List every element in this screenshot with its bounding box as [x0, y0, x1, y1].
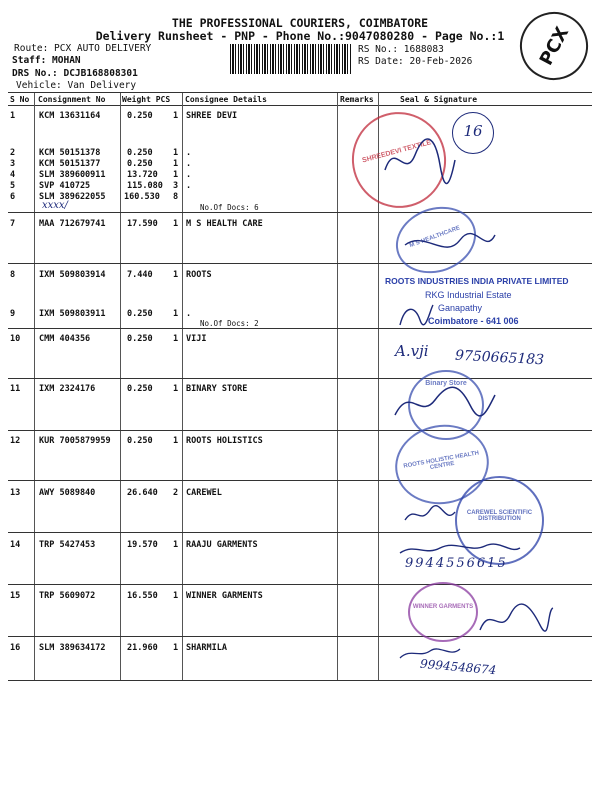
row-consignment: MAA 712679741: [39, 219, 106, 229]
viji-signature-text: A.vji: [395, 342, 429, 360]
roots-stamp-line4: Coimbatore - 641 006: [428, 316, 519, 326]
row-consignee: ROOTS: [186, 270, 212, 280]
row-consignment: SLM 389600911: [39, 170, 106, 180]
row-consignee: .: [186, 148, 192, 158]
roots-holistic-stamp-text: ROOTS HOLISTIC HEALTH CENTRE: [402, 450, 480, 472]
col-consignment: Consignment No: [38, 95, 106, 104]
row-consignee: .: [186, 159, 192, 169]
rs-date: RS Date: 20-Feb-2026: [358, 56, 473, 67]
row-consignment: IXM 509803914: [39, 270, 106, 280]
row-consignment: KCM 50151378: [39, 148, 101, 158]
rs-number: RS No.: 1688083: [358, 44, 444, 55]
pcx-badge-text: PCX: [535, 23, 573, 69]
carewel-stamp-text: CAREWEL SCIENTIFIC DISTRIBUTION: [466, 510, 533, 522]
row-divider: [8, 584, 592, 585]
row-divider: [8, 328, 592, 329]
col-consignee: Consignee Details: [185, 95, 267, 104]
row-sno: 7: [10, 219, 16, 229]
row-sno: 12: [10, 436, 21, 446]
row-consignment: KCM 50151377: [39, 159, 101, 169]
signature-scribble: [390, 380, 500, 425]
row-sno: 2: [10, 148, 16, 158]
roots-stamp-line3: Ganapathy: [438, 303, 483, 313]
signature-scribble: [395, 300, 435, 330]
barcode: [230, 44, 352, 74]
row-divider: [8, 430, 592, 431]
signature-scribble: [400, 500, 460, 530]
row-pcs: 1: [173, 384, 179, 394]
row-weight: 0.250: [127, 159, 153, 169]
healthcare-stamp-text: M S HEALTHCARE: [408, 225, 462, 250]
runsheet-subtitle: Delivery Runsheet - PNP - Phone No.:9047080280 - Page No.:1: [95, 29, 505, 43]
row-weight: 16.550: [127, 591, 158, 601]
col-remarks: Remarks: [340, 95, 374, 104]
vehicle-label: Vehicle: Van Delivery: [16, 80, 137, 91]
staff-label: Staff: MOHAN: [12, 55, 81, 66]
row-sno: 4: [10, 170, 16, 180]
row-pcs: 1: [173, 148, 179, 158]
row-consignee: SHARMILA: [186, 643, 227, 653]
shreedevi-stamp-text: SHREEDEVI TEXTILE: [361, 139, 433, 165]
signature-scribble: [400, 225, 500, 265]
row-weight: 0.250: [127, 334, 153, 344]
row-consignment: AWY 5089840: [39, 488, 96, 498]
row-consignee: WINNER GARMENTS: [186, 591, 263, 601]
strike-marks: xxxx/: [42, 200, 68, 211]
row-pcs: 1: [173, 270, 179, 280]
row-weight: 17.590: [127, 219, 158, 229]
row-weight: 0.250: [127, 384, 153, 394]
row-weight: 19.570: [127, 540, 158, 550]
row-consignment: TRP 5427453: [39, 540, 96, 550]
row-pcs: 1: [173, 111, 179, 121]
table-header-rule: [8, 105, 592, 106]
row-pcs: 1: [173, 309, 179, 319]
pcx-badge: [508, 0, 600, 92]
docs-count-note: No.Of Docs: 6: [200, 203, 259, 212]
roots-stamp-line1: ROOTS INDUSTRIES INDIA PRIVATE LIMITED: [385, 276, 569, 286]
row-pcs: 2: [173, 488, 179, 498]
row-sno: 10: [10, 334, 21, 344]
winner-garments-stamp-text: WINNER GARMENTS: [412, 604, 474, 610]
row-consignment: SVP 410725: [39, 181, 91, 191]
winner-garments-stamp: [408, 582, 478, 642]
row-weight: 160.530: [124, 192, 160, 202]
row-consignee: CAREWEL: [186, 488, 222, 498]
row-weight: 21.960: [127, 643, 158, 653]
row-consignee: .: [186, 181, 192, 191]
docs-count-note: No.Of Docs: 2: [200, 319, 259, 328]
drs-number: DRS No.: DCJB168808301: [12, 68, 138, 79]
row-consignment: SLM 389622055: [39, 192, 106, 202]
row-sno: 9: [10, 309, 16, 319]
row-pcs: 1: [173, 159, 179, 169]
row-sno: 1: [10, 111, 16, 121]
row-consignment: SLM 389634172: [39, 643, 106, 653]
row-weight: 7.440: [127, 270, 153, 280]
row-pcs: 1: [173, 643, 179, 653]
col-sno: S No: [10, 95, 30, 104]
row-sno: 11: [10, 384, 21, 394]
row-consignment: KCM 13631164: [39, 111, 101, 121]
col-seal-signature: Seal & Signature: [400, 95, 478, 104]
row-pcs: 1: [173, 591, 179, 601]
route-label: Route: PCX AUTO DELIVERY: [14, 43, 152, 54]
row-consignee: M S HEALTH CARE: [186, 219, 263, 229]
company-title: THE PROFESSIONAL COURIERS, COIMBATORE: [171, 16, 429, 30]
row-consignee: ROOTS HOLISTICS: [186, 436, 263, 446]
row-sno: 6: [10, 192, 16, 202]
sharmila-phone: 9994548674: [419, 656, 497, 678]
row-divider: [8, 378, 592, 379]
table-bottom-rule: [8, 680, 592, 681]
row-consignment: KUR 7005879959: [39, 436, 111, 446]
row-consignee: .: [186, 170, 192, 180]
row-weight: 13.720: [127, 170, 158, 180]
row-pcs: 1: [173, 436, 179, 446]
row-weight: 0.250: [127, 436, 153, 446]
col-divider: [182, 93, 183, 680]
row-weight: 0.250: [127, 148, 153, 158]
table-top-rule: [8, 92, 592, 93]
row-consignee: SHREE DEVI: [186, 111, 238, 121]
row-pcs: 3: [173, 181, 179, 191]
row-sno: 16: [10, 643, 21, 653]
row-weight: 26.640: [127, 488, 158, 498]
row-sno: 8: [10, 270, 16, 280]
col-divider: [337, 93, 338, 680]
binary-store-stamp-text: Binary Store: [425, 380, 467, 387]
row-consignment: IXM 2324176: [39, 384, 96, 394]
row-consignment: TRP 5609072: [39, 591, 96, 601]
raaju-phone: 9944556615: [405, 556, 508, 571]
row-pcs: 1: [173, 540, 179, 550]
row-pcs: 1: [173, 170, 179, 180]
row-sno: 15: [10, 591, 21, 601]
row-divider: [8, 263, 592, 264]
row-consignee: VIJI: [186, 334, 207, 344]
row-consignee: .: [186, 309, 192, 319]
col-divider: [120, 93, 121, 680]
roots-stamp-line2: RKG Industrial Estate: [425, 290, 512, 300]
viji-phone: 9750665183: [454, 347, 545, 369]
row-pcs: 1: [173, 334, 179, 344]
col-divider: [34, 93, 35, 680]
row-consignment: CMM 404356: [39, 334, 91, 344]
row-weight: 115.080: [127, 181, 163, 191]
signature-scribble: [475, 600, 555, 640]
row-weight: 0.250: [127, 111, 153, 121]
col-weight-pcs: Weight PCS: [122, 95, 171, 104]
row-pcs: 8: [173, 192, 179, 202]
row-consignment: IXM 509803911: [39, 309, 106, 319]
row-divider: [8, 212, 592, 213]
row-sno: 5: [10, 181, 16, 191]
count-16-text: 16: [463, 122, 483, 140]
row-consignee: BINARY STORE: [186, 384, 248, 394]
row-weight: 0.250: [127, 309, 153, 319]
row-consignee: RAAJU GARMENTS: [186, 540, 258, 550]
row-sno: 14: [10, 540, 21, 550]
row-sno: 13: [10, 488, 21, 498]
row-sno: 3: [10, 159, 16, 169]
row-pcs: 1: [173, 219, 179, 229]
signature-scribble: [380, 130, 460, 190]
